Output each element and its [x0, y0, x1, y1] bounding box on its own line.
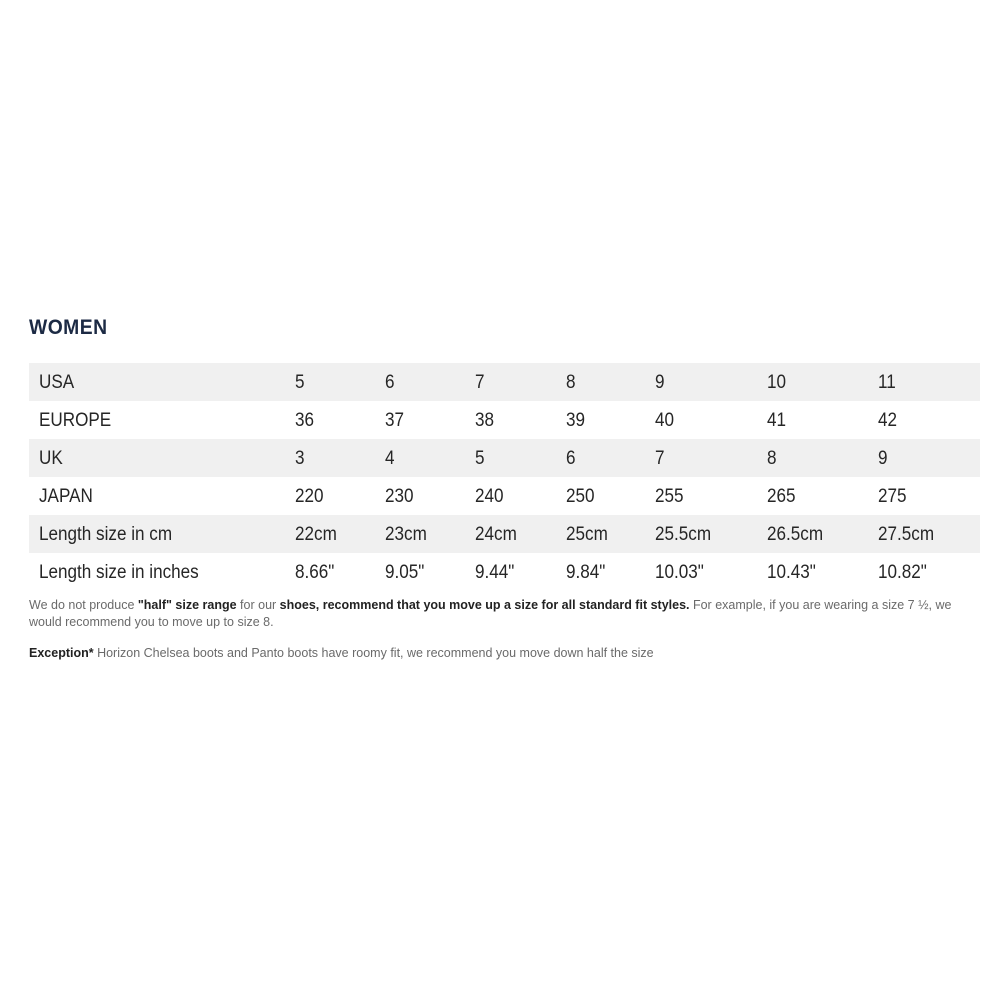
table-cell: 9.05"	[385, 562, 425, 583]
table-cell: 22cm	[295, 524, 337, 545]
table-cell: 255	[655, 486, 684, 507]
table-cell: 42	[878, 410, 898, 431]
half-size-note	[29, 597, 969, 631]
table-cell: 7	[655, 448, 665, 469]
table-cell: 36	[295, 410, 315, 431]
table-cell: 8	[566, 372, 576, 393]
table-cell: 41	[767, 410, 787, 431]
note-emphasis: shoes, recommend that you move up a size for all standard fit styles.	[279, 598, 690, 612]
table-cell: 6	[385, 372, 395, 393]
note-text: for our	[236, 598, 280, 612]
row-label: Length size in cm	[39, 524, 173, 545]
table-cell: 10.82"	[878, 562, 927, 583]
table-cell: 11	[878, 372, 896, 393]
size-chart-heading: WOMEN	[29, 316, 108, 339]
note-emphasis: "half" size range	[137, 598, 237, 612]
table-cell: 9	[655, 372, 665, 393]
table-cell: 5	[295, 372, 305, 393]
table-row-length-inches	[29, 553, 980, 591]
row-label: USA	[39, 372, 75, 393]
row-label: UK	[39, 448, 63, 469]
table-row-europe	[29, 401, 980, 439]
table-cell: 38	[475, 410, 495, 431]
note-text: We do not produce	[29, 598, 138, 612]
table-cell: 26.5cm	[767, 524, 824, 545]
table-cell: 9.84"	[566, 562, 606, 583]
size-chart-table	[29, 363, 980, 591]
table-cell: 10.43"	[767, 562, 816, 583]
exception-label: Exception*	[29, 646, 94, 660]
table-cell: 7	[475, 372, 485, 393]
table-cell: 3	[295, 448, 305, 469]
table-cell: 10	[767, 372, 787, 393]
table-cell: 25cm	[566, 524, 608, 545]
row-label: EUROPE	[39, 410, 112, 431]
note-text: For example, if you are wearing a size 7 ½, we would recommend you to move up to size 8.	[29, 598, 952, 629]
exception-note	[29, 645, 969, 662]
table-cell: 37	[385, 410, 405, 431]
table-cell: 9.44"	[475, 562, 515, 583]
table-cell: 8.66"	[295, 562, 335, 583]
table-cell: 23cm	[385, 524, 427, 545]
table-cell: 5	[475, 448, 485, 469]
row-label: Length size in inches	[39, 562, 199, 583]
table-cell: 9	[878, 448, 888, 469]
table-cell: 220	[295, 486, 324, 507]
table-row-japan	[29, 477, 980, 515]
table-cell: 6	[566, 448, 576, 469]
table-row-length-cm	[29, 515, 980, 553]
table-cell: 27.5cm	[878, 524, 935, 545]
table-cell: 230	[385, 486, 414, 507]
table-cell: 250	[566, 486, 595, 507]
table-row-usa	[29, 363, 980, 401]
table-cell: 265	[767, 486, 796, 507]
exception-text: Horizon Chelsea boots and Panto boots have roomy fit, we recommend you move down half the size	[93, 646, 654, 660]
table-cell: 275	[878, 486, 907, 507]
table-cell: 10.03"	[655, 562, 704, 583]
table-cell: 25.5cm	[655, 524, 712, 545]
table-row-uk	[29, 439, 980, 477]
row-label: JAPAN	[39, 486, 93, 507]
table-cell: 240	[475, 486, 504, 507]
table-cell: 4	[385, 448, 395, 469]
table-cell: 39	[566, 410, 586, 431]
table-cell: 8	[767, 448, 777, 469]
table-cell: 40	[655, 410, 675, 431]
table-cell: 24cm	[475, 524, 517, 545]
